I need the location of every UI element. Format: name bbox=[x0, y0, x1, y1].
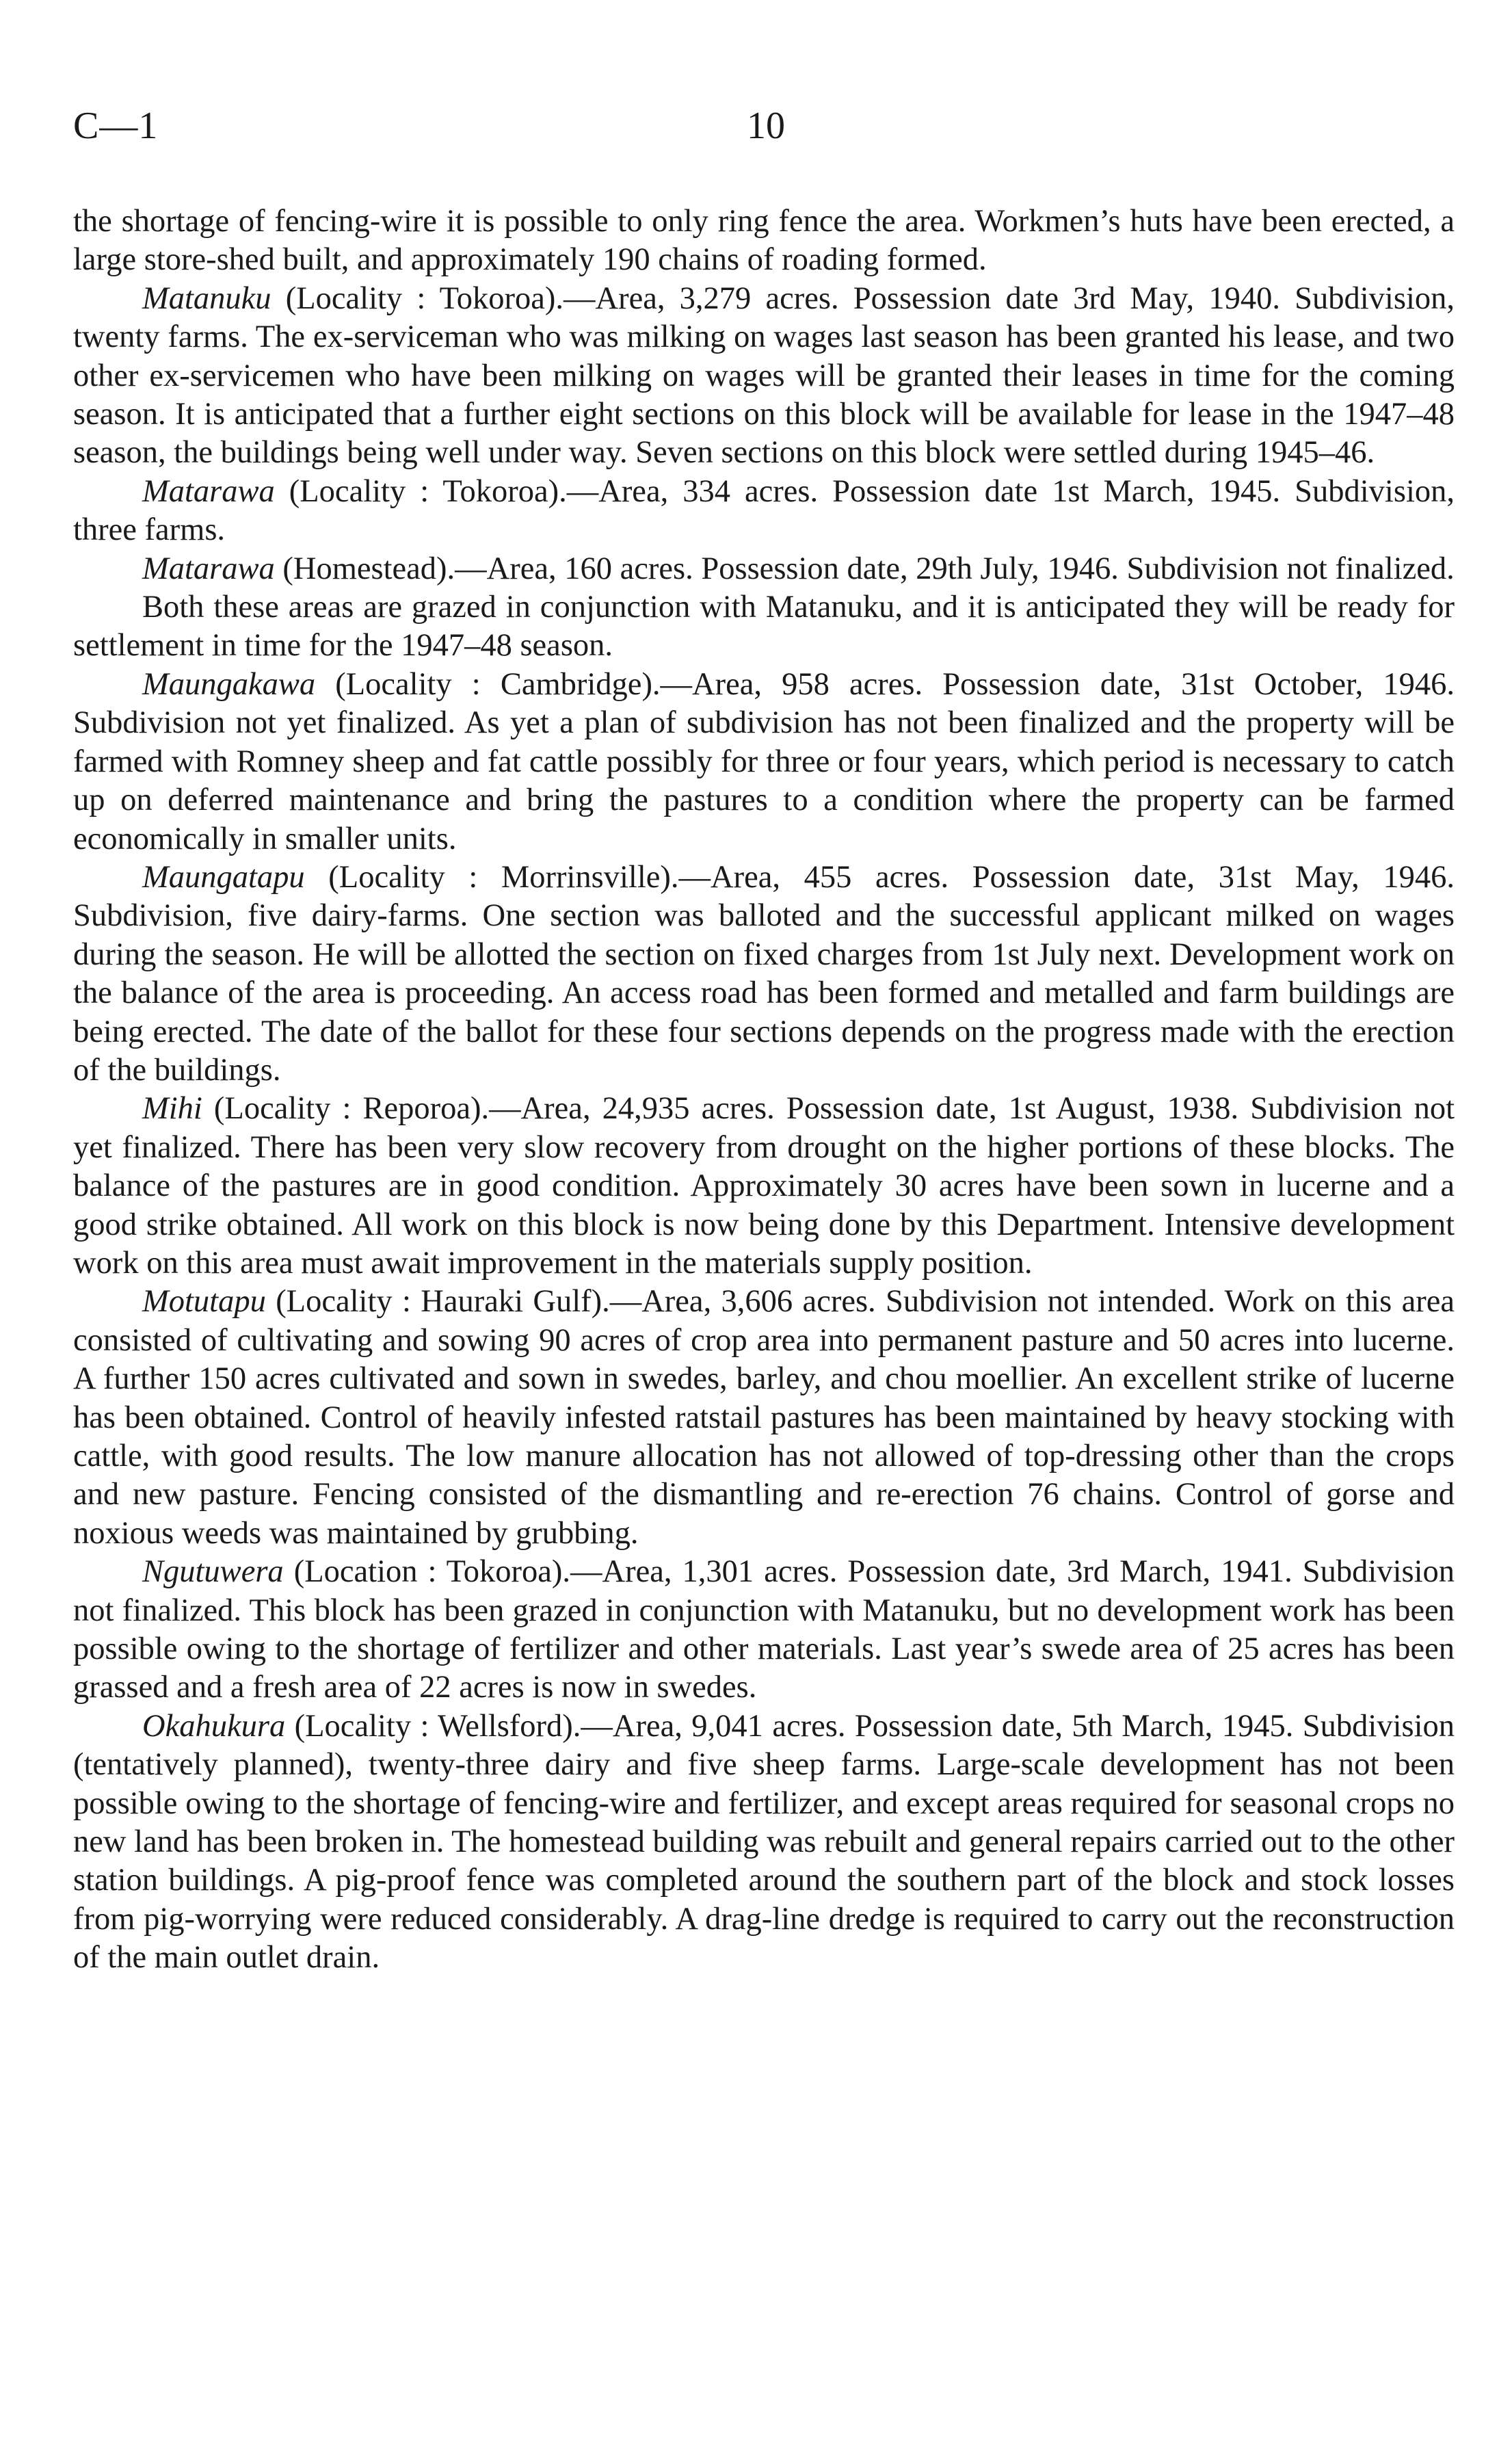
paragraph-continuation bbox=[73, 202, 1455, 280]
entry-name: Matarawa bbox=[142, 551, 275, 586]
entry-maungakawa bbox=[73, 666, 1455, 858]
entry-name: Mihi bbox=[142, 1091, 202, 1127]
entry-okahukura bbox=[73, 1707, 1455, 1978]
entry-text: (Locality : Tokoroa).—Area, 3,279 acres. Possession date 3rd May, 1940. Subdivision, twenty farms. The ex-serviceman who was milking on wages last season has been granted his lease, and two other ex-servicemen who have been milking on wages will be granted their leases in time for the coming season. It is anticipated that a further eight sections on this block will be available for lease in the 1947–48 season, the buildings being well under way. Seven sections on this block were settled during 1945–46. bbox=[73, 280, 1455, 471]
entry-matarawa-homestead bbox=[73, 550, 1455, 588]
entry-text: (Locality : Reporoa).—Area, 24,935 acres. Possession date, 1st August, 1938. Subdivision not yet finalized. There has been very slow recovery from drought on the higher portions of these blocks. The balance of the pastures are in good condition. Approximately 30 acres have been sown in lucerne and a good strike obtained. All work on this block is now being done by this Department. Intensive development work on this area must await improvement in the materials supply position. bbox=[73, 1091, 1455, 1281]
entry-text: (Locality : Morrinsville).—Area, 455 acres. Possession date, 31st May, 1946. Subdivision, five dairy-farms. One section was balloted and the successful applicant milked on wages during the season. He will be allotted the section on fixed charges from 1st July next. Development work on the balance of the area is proceeding. An access road has been formed and metalled and farm buildings are being erected. The date of the ballot for these four sections depends on the progress made with the erection of the buildings. bbox=[73, 859, 1455, 1088]
entry-mihi bbox=[73, 1090, 1455, 1283]
entry-text: (Locality : Wellsford).—Area, 9,041 acres. Possession date, 5th March, 1945. Subdivision (tentatively planned), twenty-three dairy and five sheep farms. Large-scale development has not been possible owing to the shortage of fencing-wire and fertilizer, and except areas required for seasonal crops no new land has been broken in. The homestead building was rebuilt and general repairs carried out to the other station buildings. A pig-proof fence was completed around the southern part of the block and stock losses from pig-worrying were reduced considerably. A drag-line dredge is required to carry out the reconstruction of the main outlet drain. bbox=[73, 1708, 1455, 1976]
paragraph-text: the shortage of fencing-wire it is possible to only ring fence the area. Workmen’s huts have been erected, a large store-shed built, and approximately 190 chains of roading formed. bbox=[73, 204, 1455, 278]
entry-text: (Homestead).—Area, 160 acres. Possession date, 29th July, 1946. Subdivision not finalized. bbox=[274, 551, 1455, 586]
entry-name: Maungatapu bbox=[142, 859, 305, 895]
paragraph-both-areas bbox=[73, 588, 1455, 666]
entry-maungatapu bbox=[73, 858, 1455, 1090]
entry-name: Okahukura bbox=[142, 1708, 286, 1744]
entry-motutapu bbox=[73, 1283, 1455, 1553]
entry-name: Matarawa bbox=[142, 473, 275, 509]
entry-text: (Locality : Hauraki Gulf).—Area, 3,606 acres. Subdivision not intended. Work on this area consisted of cultivating and sowing 90 acres of crop area into permanent pasture and 50 acres into lucerne. A further 150 acres cultivated and sown in swedes, barley, and chou moellier. An excellent strike of lucerne has been obtained. Control of heavily infested ratstail pastures has been maintained by heavy stocking with cattle, with good results. The low manure allocation has not allowed of top-dressing other than the crops and new pasture. Fencing consisted of the dismantling and re-erection 76 chains. Control of gorse and noxious weeds was maintained by grubbing. bbox=[73, 1284, 1455, 1551]
paragraph-text: Both these areas are grazed in conjunction with Matanuku, and it is anticipated they will be ready for settlement in time for the 1947–48 season. bbox=[73, 590, 1455, 664]
page-header bbox=[73, 104, 1455, 159]
entry-text: (Locality : Cambridge).—Area, 958 acres. Possession date, 31st October, 1946. Subdivision not yet finalized. As yet a plan of subdivision has not been finalized and the property will be farmed with Romney sheep and fat cattle possibly for three or four years, which period is necessary to catch up on deferred maintenance and bring the pastures to a condition where the property can be farmed economically in smaller units. bbox=[73, 666, 1455, 856]
document-code: C—1 bbox=[73, 105, 159, 147]
entry-matanuku bbox=[73, 280, 1455, 473]
entry-matarawa-locality bbox=[73, 473, 1455, 550]
entry-ngutuwera bbox=[73, 1553, 1455, 1707]
entry-name: Ngutuwera bbox=[142, 1554, 284, 1590]
page-number: 10 bbox=[747, 105, 785, 147]
entry-text: (Locality : Tokoroa).—Area, 334 acres. Possession date 1st March, 1945. Subdivision, three farms. bbox=[73, 473, 1455, 548]
entry-name: Matanuku bbox=[142, 280, 271, 316]
entry-text: (Location : Tokoroa).—Area, 1,301 acres. Possession date, 3rd March, 1941. Subdivision not finalized. This block has been grazed in conjunction with Matanuku, but no development work has been possible owing to the shortage of fertilizer and other materials. Last year’s swede area of 25 acres has been grassed and a fresh area of 22 acres is now in swedes. bbox=[73, 1554, 1455, 1705]
entry-name: Maungakawa bbox=[142, 666, 316, 702]
entry-name: Motutapu bbox=[142, 1284, 266, 1320]
body-text bbox=[73, 202, 1455, 1978]
